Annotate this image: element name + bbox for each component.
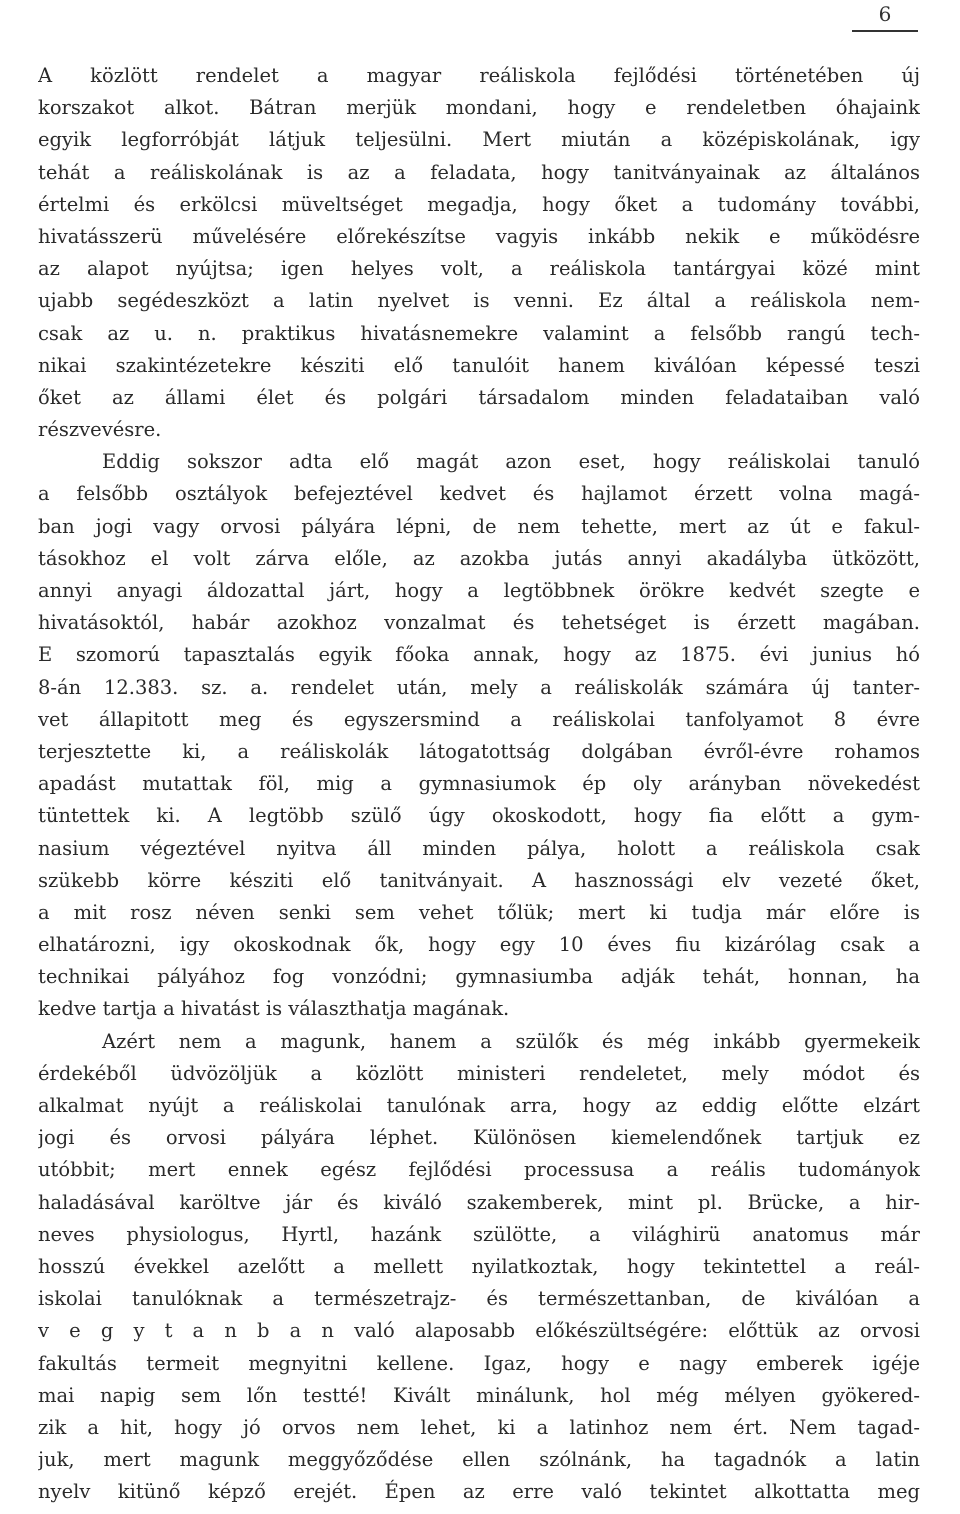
text-line: hosszú évekkel azelőtt a mellett nyilatkoztak, hogy tekintettel a reál- <box>38 1254 920 1278</box>
text-line: nyelv kitünő képző erejét. Épen az erre való tekintet alkottatta meg <box>38 1480 920 1504</box>
text-line: v e g y t a n b a n való alaposabb előkészültségére: előttük az orvosi <box>38 1319 920 1343</box>
text-line: nikai szakintézetekre késziti elő tanulóit hanem kiválóan képessé teszi <box>38 353 920 377</box>
text-line: neves physiologus, Hyrtl, hazánk szülötte, a világhirü anatomus már <box>38 1222 920 1246</box>
text-line: korszakot alkot. Bátran merjük mondani, hogy e rendeletben óhajaink <box>38 96 920 120</box>
text-line: nasium végeztével nyitva áll minden pálya, holott a reáliskola csak <box>38 836 920 860</box>
text-line: egyik legforróbját látjuk teljesülni. Mert miután a középiskolának, igy <box>38 128 920 152</box>
page-number: 6 <box>878 2 892 26</box>
text-line: szükebb körre késziti elő tanitványait. A hasznossági elv vezeté őket, <box>38 868 920 892</box>
text-line: zik a hit, hogy jó orvos nem lehet, ki a latinhoz nem ért. Nem tagad- <box>38 1415 920 1439</box>
text-line: A közlött rendelet a magyar reáliskola fejlődési történetében új <box>38 64 920 87</box>
text-line: juk, mert magunk meggyőződése ellen szólnánk, ha tagadnók a latin <box>38 1448 920 1472</box>
header-rule <box>852 30 918 32</box>
text-line: technikai pályához fog vonzódni; gymnasiumba adják tehát, honnan, ha <box>38 965 920 989</box>
text-line: az alapot nyújtsa; igen helyes volt, a reáliskola tantárgyai közé mint <box>38 257 920 281</box>
text-line: mai napig sem lőn testté! Kivált minálunk, hol még mélyen gyökered- <box>38 1383 920 1407</box>
text-line: érdekéből üdvözöljük a közlött ministeri rendeletet, mely módot és <box>38 1061 920 1085</box>
text-line: részvevésre. <box>38 418 162 442</box>
text-line: tüntettek ki. A legtöbb szülő úgy okoskodott, hogy fia előtt a gym- <box>38 804 920 828</box>
text-line: apadást mutattak föl, mig a gymnasiumok ép oly arányban növekedést <box>38 772 920 796</box>
text-line: tásokhoz el volt zárva előle, az azokba jutás annyi akadályba ütközött, <box>38 546 920 570</box>
paragraph-3 <box>38 1026 920 1509</box>
text-line: elhatározni, igy okoskodnak ők, hogy egy 10 éves fiu kizárólag csak a <box>38 933 920 957</box>
text-line: 8-án 12.383. sz. a. rendelet után, mely a reáliskolák számára új tanter- <box>38 675 920 699</box>
text-line: ban jogi vagy orvosi pályára lépni, de nem tehette, mert az út e fakul- <box>38 514 920 538</box>
text-line: őket az állami élet és polgári társadalom minden feladataiban való <box>38 385 920 409</box>
text-line: értelmi és erkölcsi müveltséget megadja, hogy őket a tudomány további, <box>38 192 920 216</box>
text-line: tehát a reáliskolának is az a feladata, hogy tanitványainak az általános <box>38 160 920 184</box>
text-line: iskolai tanulóknak a természetrajz- és természettanban, de kiválóan a <box>38 1287 920 1311</box>
text-line: alkalmat nyújt a reáliskolai tanulónak arra, hogy az eddig előtte elzárt <box>38 1094 920 1117</box>
text-line: annyi anyagi áldozattal járt, hogy a legtöbbnek örökre kedvét szegte e <box>38 579 920 602</box>
text-line: Azért nem a magunk, hanem a szülők és még inkább gyermekeik <box>102 1029 920 1053</box>
text-line: vet állapitott meg és egyszersmind a reáliskolai tanfolyamot 8 évre <box>38 707 920 731</box>
text-line: utóbbit; mert ennek egész fejlődési processusa a reális tudományok <box>38 1158 920 1182</box>
text-line: terjesztette ki, a reáliskolák látogatottság dolgában évről-évre rohamos <box>38 739 920 763</box>
text-line: hivatásszerü művelésére előrekészítse vagyis inkább nekik e működésre <box>38 224 920 248</box>
text-line: E szomorú tapasztalás egyik főoka annak, hogy az 1875. évi junius hó <box>38 643 920 667</box>
paragraph-2 <box>38 446 920 1025</box>
text-line: fakultás termeit megnyitni kellene. Igaz, hogy e nagy emberek igéje <box>38 1351 920 1375</box>
text-line: a felsőbb osztályok befejeztével kedvet és hajlamot érzett volna magá- <box>38 482 920 506</box>
text-line: ujabb segédeszközt a latin nyelvet is venni. Ez által a reáliskola nem- <box>38 289 920 313</box>
text-line: Eddig sokszor adta elő magát azon eset, hogy reáliskolai tanuló <box>102 450 920 474</box>
body-text <box>38 60 920 1508</box>
text-line: hivatásoktól, habár azokhoz vonzalmat és tehetséget is érzett magában. <box>38 611 920 635</box>
text-line: kedve tartja a hivatást is választhatja magának. <box>38 997 510 1021</box>
text-line: a mit rosz néven senki sem vehet tőlük; mert ki tudja már előre is <box>38 900 920 924</box>
text-line: jogi és orvosi pályára léphet. Különösen kiemelendőnek tartjuk ez <box>38 1126 920 1150</box>
paragraph-1 <box>38 60 920 446</box>
text-line: csak az u. n. praktikus hivatásnemekre valamint a felsőbb rangú tech- <box>38 321 920 345</box>
text-line: haladásával karöltve jár és kiváló szakemberek, mint pl. Brücke, a hir- <box>38 1190 920 1214</box>
